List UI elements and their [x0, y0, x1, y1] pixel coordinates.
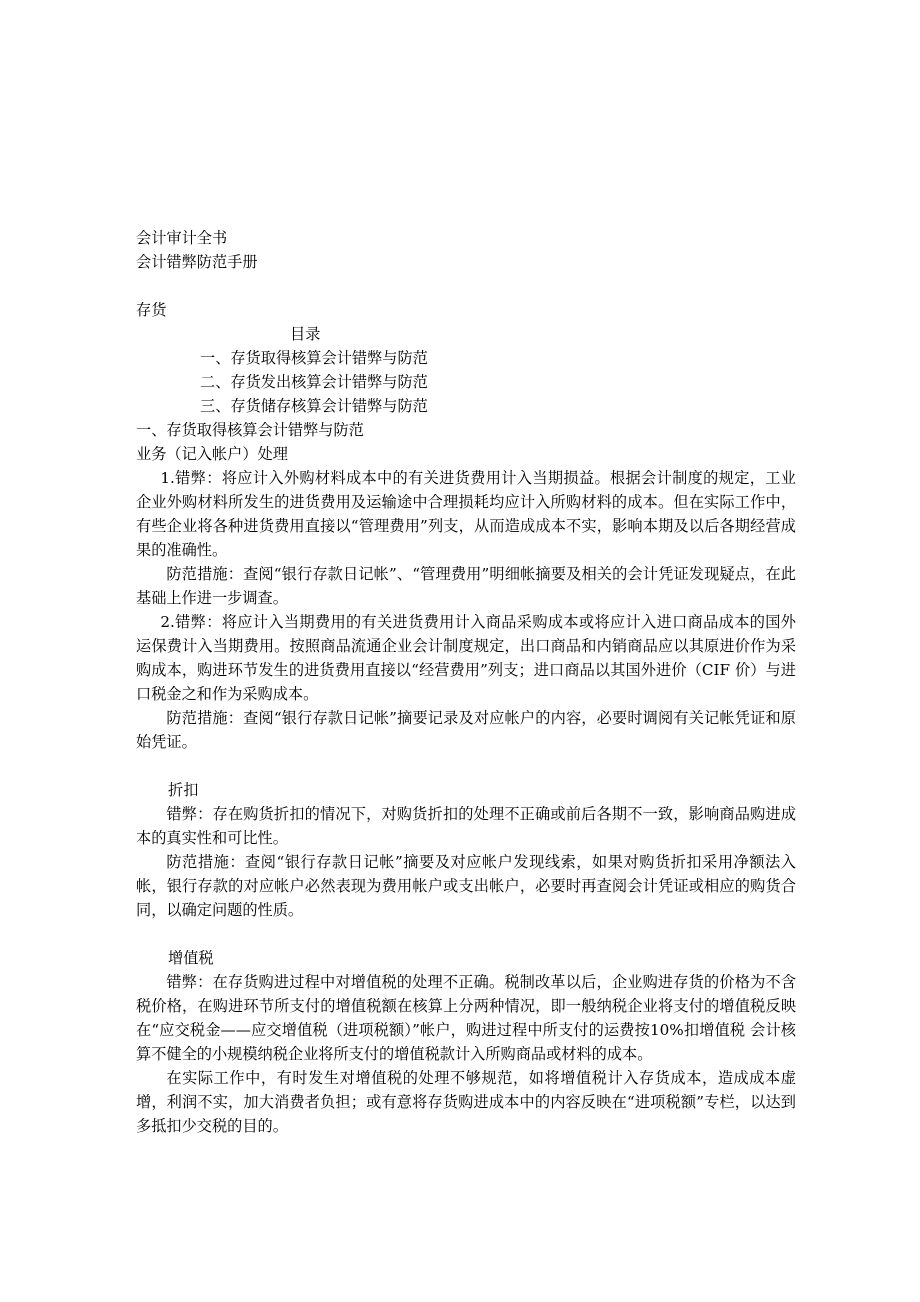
- error-paragraph-2: 2.错弊：将应计入当期费用的有关进货费用计入商品采购成本或将应计入进口商品成本的国外运保费计入当期费用。按照商品流通企业会计制度规定，出口商品和内销商品应以其原进价作为采购成本，购进环节发生的进货费用直接以“经营费用”列支；进口商品以其国外进价（CIF 价）与进口税金之和作为采购成本。: [136, 613, 796, 703]
- chapter-heading: 一、存货取得核算会计错弊与防范: [136, 421, 364, 439]
- business-heading: 业务（记入帐户）处理: [136, 445, 288, 463]
- book-title: 会计审计全书: [136, 229, 228, 247]
- discount-heading: 折扣: [168, 781, 199, 799]
- spacer: [136, 922, 796, 946]
- spacer: [136, 274, 796, 298]
- vat-error-paragraph: 错弊：在存货购进过程中对增值税的处理不正确。税制改革以后，企业购进存货的价格为不含税价格，在购进环节所支付的增值税额在核算上分两种情况，即一般纳税企业将支付的增值税反映在“应交税金——应交增值税（进项税额）”帐户，购进过程中所支付的运费按10%扣增值税 会计核算不健全的小规模纳税企业将所支付的增值税款计入所购商品或材料的成本。: [136, 973, 796, 1063]
- toc-item-3: 三、存货储存核算会计错弊与防范: [200, 397, 428, 415]
- measure-paragraph-1: 防范措施：查阅“银行存款日记帐”、“管理费用”明细帐摘要及相关的会计凭证发现疑点，在此基础上作进一步调查。: [136, 565, 796, 607]
- manual-title: 会计错弊防范手册: [136, 253, 258, 271]
- toc-title: 目录: [290, 325, 321, 343]
- section-title: 存货: [136, 301, 167, 319]
- vat-heading: 增值税: [168, 949, 214, 967]
- spacer: [136, 754, 796, 778]
- document-page: [136, 226, 796, 1138]
- vat-practice-paragraph: 在实际工作中，有时发生对增值税的处理不够规范，如将增值税计入存货成本，造成成本虚增，利润不实，加大消费者负担；或有意将存货购进成本中的内容反映在“进项税额”专栏，以达到多抵扣少交税的目的。: [136, 1069, 796, 1135]
- toc-item-2: 二、存货发出核算会计错弊与防范: [200, 373, 428, 391]
- toc-item-1: 一、存货取得核算会计错弊与防范: [200, 349, 428, 367]
- measure-paragraph-2: 防范措施：查阅“银行存款日记帐”摘要记录及对应帐户的内容，必要时调阅有关记帐凭证和原始凭证。: [136, 709, 796, 751]
- discount-error-paragraph: 错弊：存在购货折扣的情况下，对购货折扣的处理不正确或前后各期不一致，影响商品购进成本的真实性和可比性。: [136, 805, 796, 847]
- discount-measure-paragraph: 防范措施：查阅“银行存款日记帐”摘要及对应帐户发现线索，如果对购货折扣采用净额法入帐，银行存款的对应帐户必然表现为费用帐户或支出帐户，必要时再查阅会计凭证或相应的购货合同，以确定问题的性质。: [136, 853, 796, 919]
- error-paragraph-1: 1.错弊：将应计入外购材料成本中的有关进货费用计入当期损益。根据会计制度的规定，工业企业外购材料所发生的进货费用及运输途中合理损耗均应计入所购材料的成本。但在实际工作中，有些企业将各种进货费用直接以“管理费用”列支，从而造成成本不实，影响本期及以后各期经营成果的准确性。: [136, 469, 796, 559]
